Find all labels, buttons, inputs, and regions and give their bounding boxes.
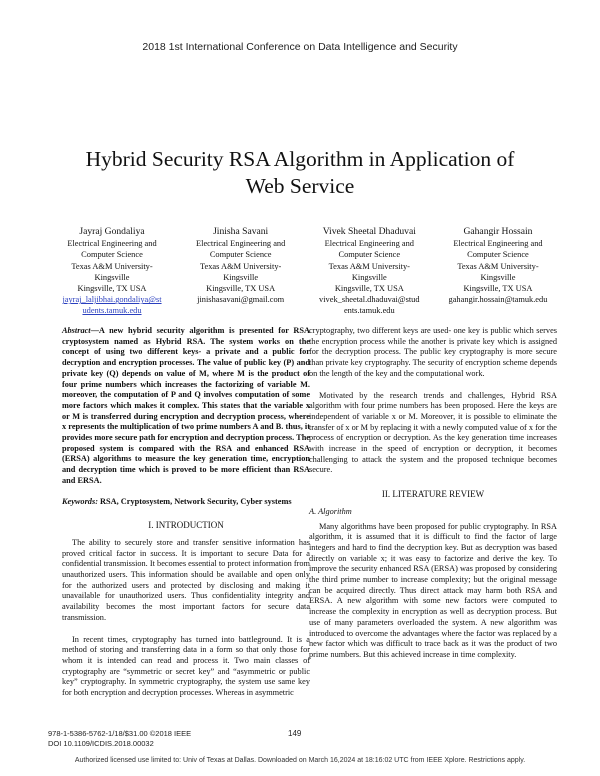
paragraph-gap <box>309 380 557 391</box>
isbn-line: 978-1-5386-5762-1/18/$31.00 ©2018 IEEE <box>48 729 192 738</box>
author-dept: Computer Science <box>338 250 401 260</box>
paragraph-gap <box>62 624 310 635</box>
author-email-link[interactable] <box>50 294 174 316</box>
author-name: Vivek Sheetal Dhaduvai <box>322 226 416 237</box>
abstract-text: —A new hybrid security algorithm is presented for RSA cryptosystem named as Hybrid RSA. The system works on the concept of using two different keys- a private and a public for decryption and encryption processes. The value of public key (P) and private key (Q) depends on value of M, where M is the product of four prime numbers which increases the factorizing of variable M. moreover, the computation of P and Q involves computation of some more factors which makes it complex. This states that the variable x or M is transferred during encryption and decryption process, where x represents the multiplication of two prime numbers A and B. thus, it provides more secure path for encryption and decryption process. The proposed system is compared with the RSA and enhanced RSA (ERSA) algorithms to measure the key generation time, encryption and decryption time which is proved to be more efficient than RSA and ERSA. <box>62 326 310 485</box>
intro-paragraph-1: The ability to securely store and transfer sensitive information has proved critical factor in success. It is important to secure Data for a confidential transmission. It becomes essential to protect information from unauthorized users. This information should be available and open only for the authorized users and protected by disclosing and making it unavailable for unauthorized users. Thus confidentiality integrity and availability becomes the most important factors for secure data transmission. <box>62 537 310 622</box>
author-city: Kingsville, TX USA <box>334 284 404 294</box>
keywords <box>62 497 310 508</box>
subsection-heading-algorithm: A. Algorithm <box>309 506 352 516</box>
author-univ: Texas A&M University- <box>328 261 410 271</box>
keywords-label: Keywords: <box>62 496 98 506</box>
email-part[interactable]: jayraj_laljibhai.gondaliya@st <box>62 295 162 305</box>
author-4 <box>436 226 560 318</box>
right-column <box>309 326 557 661</box>
author-1 <box>50 226 174 318</box>
right-paragraph-2: Motivated by the research trends and challenges, Hybrid RSA algorithm with four prime numbers has been proposed. Here the keys are independent of variable x or M. Moreover, it is possible to eliminate the transfer of x or M by replacing it with a newly computed value of x for the process of encryption or decryption. As the key generation time increases with increase in the speed of encryption or decryption, it becomes challenging to attack the system and the proposed technique becomes secure. <box>309 390 557 475</box>
author-dept: Computer Science <box>209 250 272 260</box>
email-part[interactable]: udents.tamuk.edu <box>82 306 142 316</box>
author-univ: Texas A&M University- <box>71 261 153 271</box>
keywords-text: RSA, Cryptosystem, Network Security, Cyber systems <box>97 496 292 506</box>
author-dept: Electrical Engineering and <box>453 239 543 249</box>
title-line-1: Hybrid Security RSA Algorithm in Application of <box>85 147 515 171</box>
abstract <box>62 326 310 487</box>
author-email: gahangir.hossain@tamuk.edu <box>448 295 548 305</box>
author-email: ents.tamuk.edu <box>343 306 395 316</box>
author-city: Kingsville, TX USA <box>206 284 276 294</box>
license-notice: Authorized licensed use limited to: Univ of Texas at Dallas. Downloaded on March 16,2024 at 18:16:02 UTC from IEEE Xplore. Restrictions apply. <box>74 757 526 764</box>
right-paragraph-3: Many algorithms have been proposed for public cryptography. In RSA algorithm, it is assumed that it is difficult to find the factor of large integers and hard to find the decryption key. But as decryption was based directly on variable x; it was easy to factorize and derive the key. To improve the security enhanced RSA (ERSA) was proposed by considering the third prime number to increase complexity; but the original message can be acquired directly. Thus direct attack may harm both RSA and ERSA. A new algorithm with some new factors were computed to increase the complexity in encryption as well as decryption process. But use of many parameters overloaded the system. A new algorithm was introduced to overcome the advantages where the factor was replaced by a new factor which was difficult to trace back as it was the product of two prime numbers. But this achieved increase in time complexity. <box>309 521 557 659</box>
author-univ: Kingsville <box>223 272 259 282</box>
author-block <box>50 226 560 318</box>
author-univ: Texas A&M University- <box>457 261 539 271</box>
title-line-2: Web Service <box>245 174 355 198</box>
author-2 <box>179 226 303 318</box>
conference-header: 2018 1st International Conference on Data Intelligence and Security <box>142 41 458 53</box>
author-name: Jinisha Savani <box>213 226 269 237</box>
paper-title <box>40 146 560 200</box>
left-column <box>62 326 310 699</box>
section-heading-introduction: I. INTRODUCTION <box>148 520 224 531</box>
author-dept: Electrical Engineering and <box>67 239 157 249</box>
author-city: Kingsville, TX USA <box>463 284 533 294</box>
author-email: vivek_sheetal.dhaduvai@stud <box>319 295 420 305</box>
author-univ: Kingsville <box>480 272 516 282</box>
section-heading-literature-review: II. LITERATURE REVIEW <box>381 489 485 500</box>
author-city: Kingsville, TX USA <box>77 284 147 294</box>
copyright-footer <box>48 729 191 748</box>
author-email: jinishasavani@gmail.com <box>197 295 285 305</box>
author-3 <box>307 226 431 318</box>
right-paragraph-1: cryptography, two different keys are used- one key is public which serves the encryption process while the another is private key which is assigned for the decryption process. The public key cryptography is more secure than private key cryptography. The security of encryption scheme depends on the length of the key and the computational work. <box>309 326 557 378</box>
author-univ: Kingsville <box>94 272 130 282</box>
intro-paragraph-2: In recent times, cryptography has turned into battleground. It is a method of storing and transferring data in a form so that only those for whom it is intended can read and process it. Two main classes of cryptography are “symmetric or secret key” and “asymmetric or public key” cryptography. In symmetric cryptography, the system use same key for both encryption and decryption processes. Whereas in asymmetric <box>62 634 310 698</box>
author-dept: Electrical Engineering and <box>196 239 286 249</box>
author-name: Jayraj Gondaliya <box>79 226 145 237</box>
author-name: Gahangir Hossain <box>463 226 533 237</box>
author-dept: Computer Science <box>467 250 529 260</box>
author-dept: Computer Science <box>81 250 143 260</box>
author-univ: Kingsville <box>351 272 387 282</box>
author-dept: Electrical Engineering and <box>324 239 414 249</box>
doi-line: DOI 10.1109/ICDIS.2018.00032 <box>48 738 154 748</box>
abstract-label: Abstract <box>62 326 91 335</box>
author-univ: Texas A&M University- <box>200 261 282 271</box>
page-number: 149 <box>288 729 302 738</box>
